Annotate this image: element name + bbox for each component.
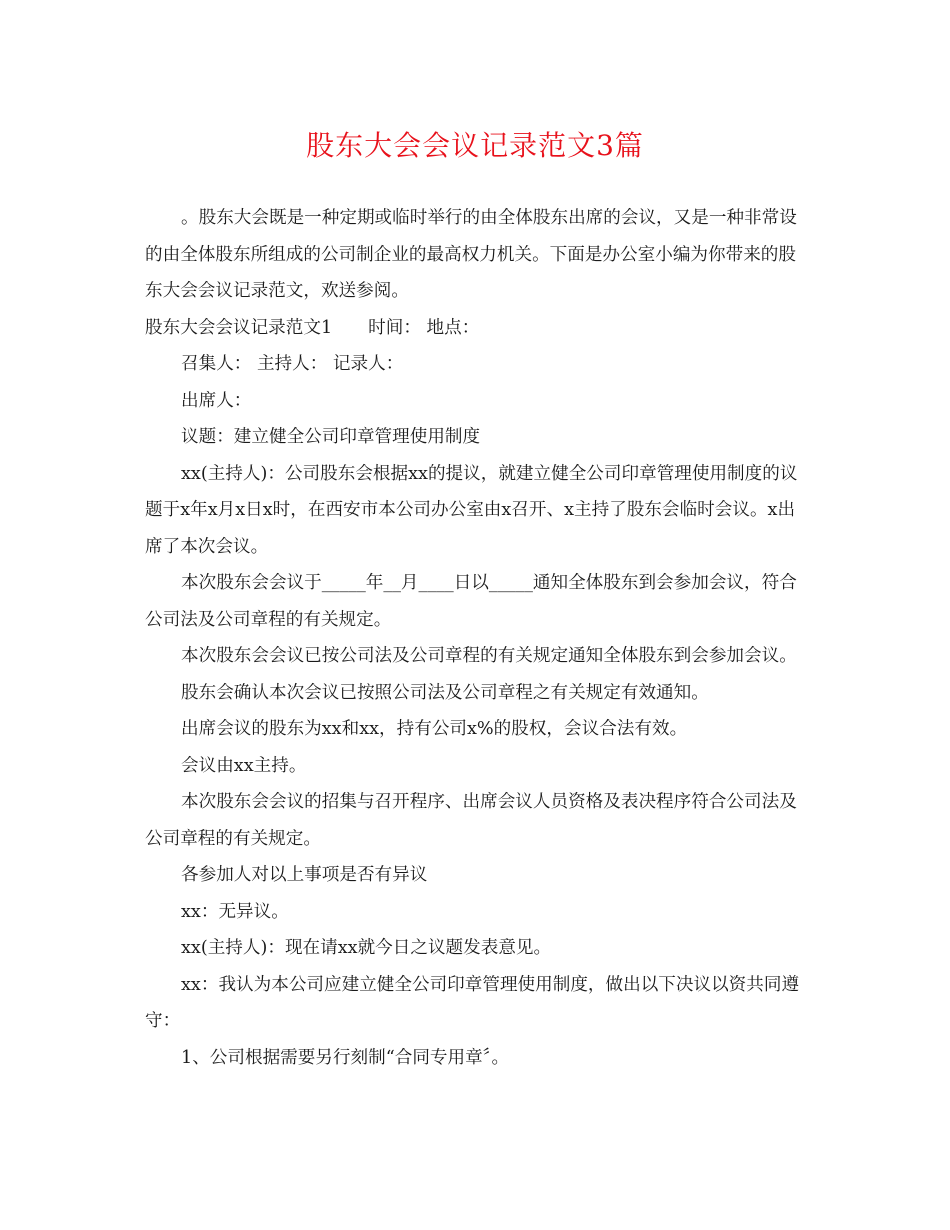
paragraph-host-request: xx(主持人)：现在请xx就今日之议题发表意见。 xyxy=(181,938,552,958)
paragraph-attendees: 出席人： xyxy=(181,390,252,411)
paragraph-chair: 会议由xx主持。 xyxy=(181,755,307,776)
paragraph-no-objection: xx：无异议。 xyxy=(181,901,289,922)
paragraph-notice-compliance: 本次股东会会议已按公司法及公司章程的有关规定通知全体股东到会参加会议。 xyxy=(181,646,797,666)
section-heading: 股东大会会议记录范文1 xyxy=(145,317,333,338)
paragraph-procedure: 本次股东会会议的招集与召开程序、出席会议人员资格及表决程序符合公司法及公司章程的有关规定。 xyxy=(145,792,797,849)
paragraph-shareholders: 出席会议的股东为xx和xx，持有公司x%的股权，会议合法有效。 xyxy=(181,719,688,739)
paragraph-host-opening: xx(主持人)：公司股东会根据xx的提议，就建立健全公司印章管理使用制度的议题于x年x月x日x时，在西安市本公司办公室由x召开、x主持了股东会临时会议。x出席了本次会议。 xyxy=(145,463,798,557)
paragraph-resolution: xx：我认为本公司应建立健全公司印章管理使用制度，做出以下决议以资共同遵守： xyxy=(145,974,800,1031)
meta-time-place: 时间： 地点： xyxy=(368,317,480,338)
paragraph-notice-confirmed: 股东会确认本次会议已按照公司法及公司章程之有关规定有效通知。 xyxy=(181,682,709,703)
paragraph-objection-question: 各参加人对以上事项是否有异议 xyxy=(181,865,428,885)
paragraph-notice-date: 本次股东会会议于_____年__月____日以_____通知全体股东到会参加会议，符合公司法及公司章程的有关规定。 xyxy=(145,573,797,630)
intro-paragraph: 。股东大会既是一种定期或临时举行的由全体股东出席的会议，又是一种非常设的由全体股东所组成的公司制企业的最高权力机关。下面是办公室小编为你带来的股东大会会议记录范文，欢送参阅。 xyxy=(145,208,797,301)
document-title: 股东大会会议记录范文3篇 xyxy=(306,129,644,162)
paragraph-convener: 召集人： 主持人： 记录人： xyxy=(181,354,404,374)
document-body xyxy=(145,200,805,1076)
paragraph-item-1: 1、公司根据需要另行刻制“合同专用章〞。 xyxy=(181,1047,510,1068)
section-heading-line xyxy=(145,310,805,347)
paragraph-topic: 议题：建立健全公司印章管理使用制度 xyxy=(181,427,481,447)
